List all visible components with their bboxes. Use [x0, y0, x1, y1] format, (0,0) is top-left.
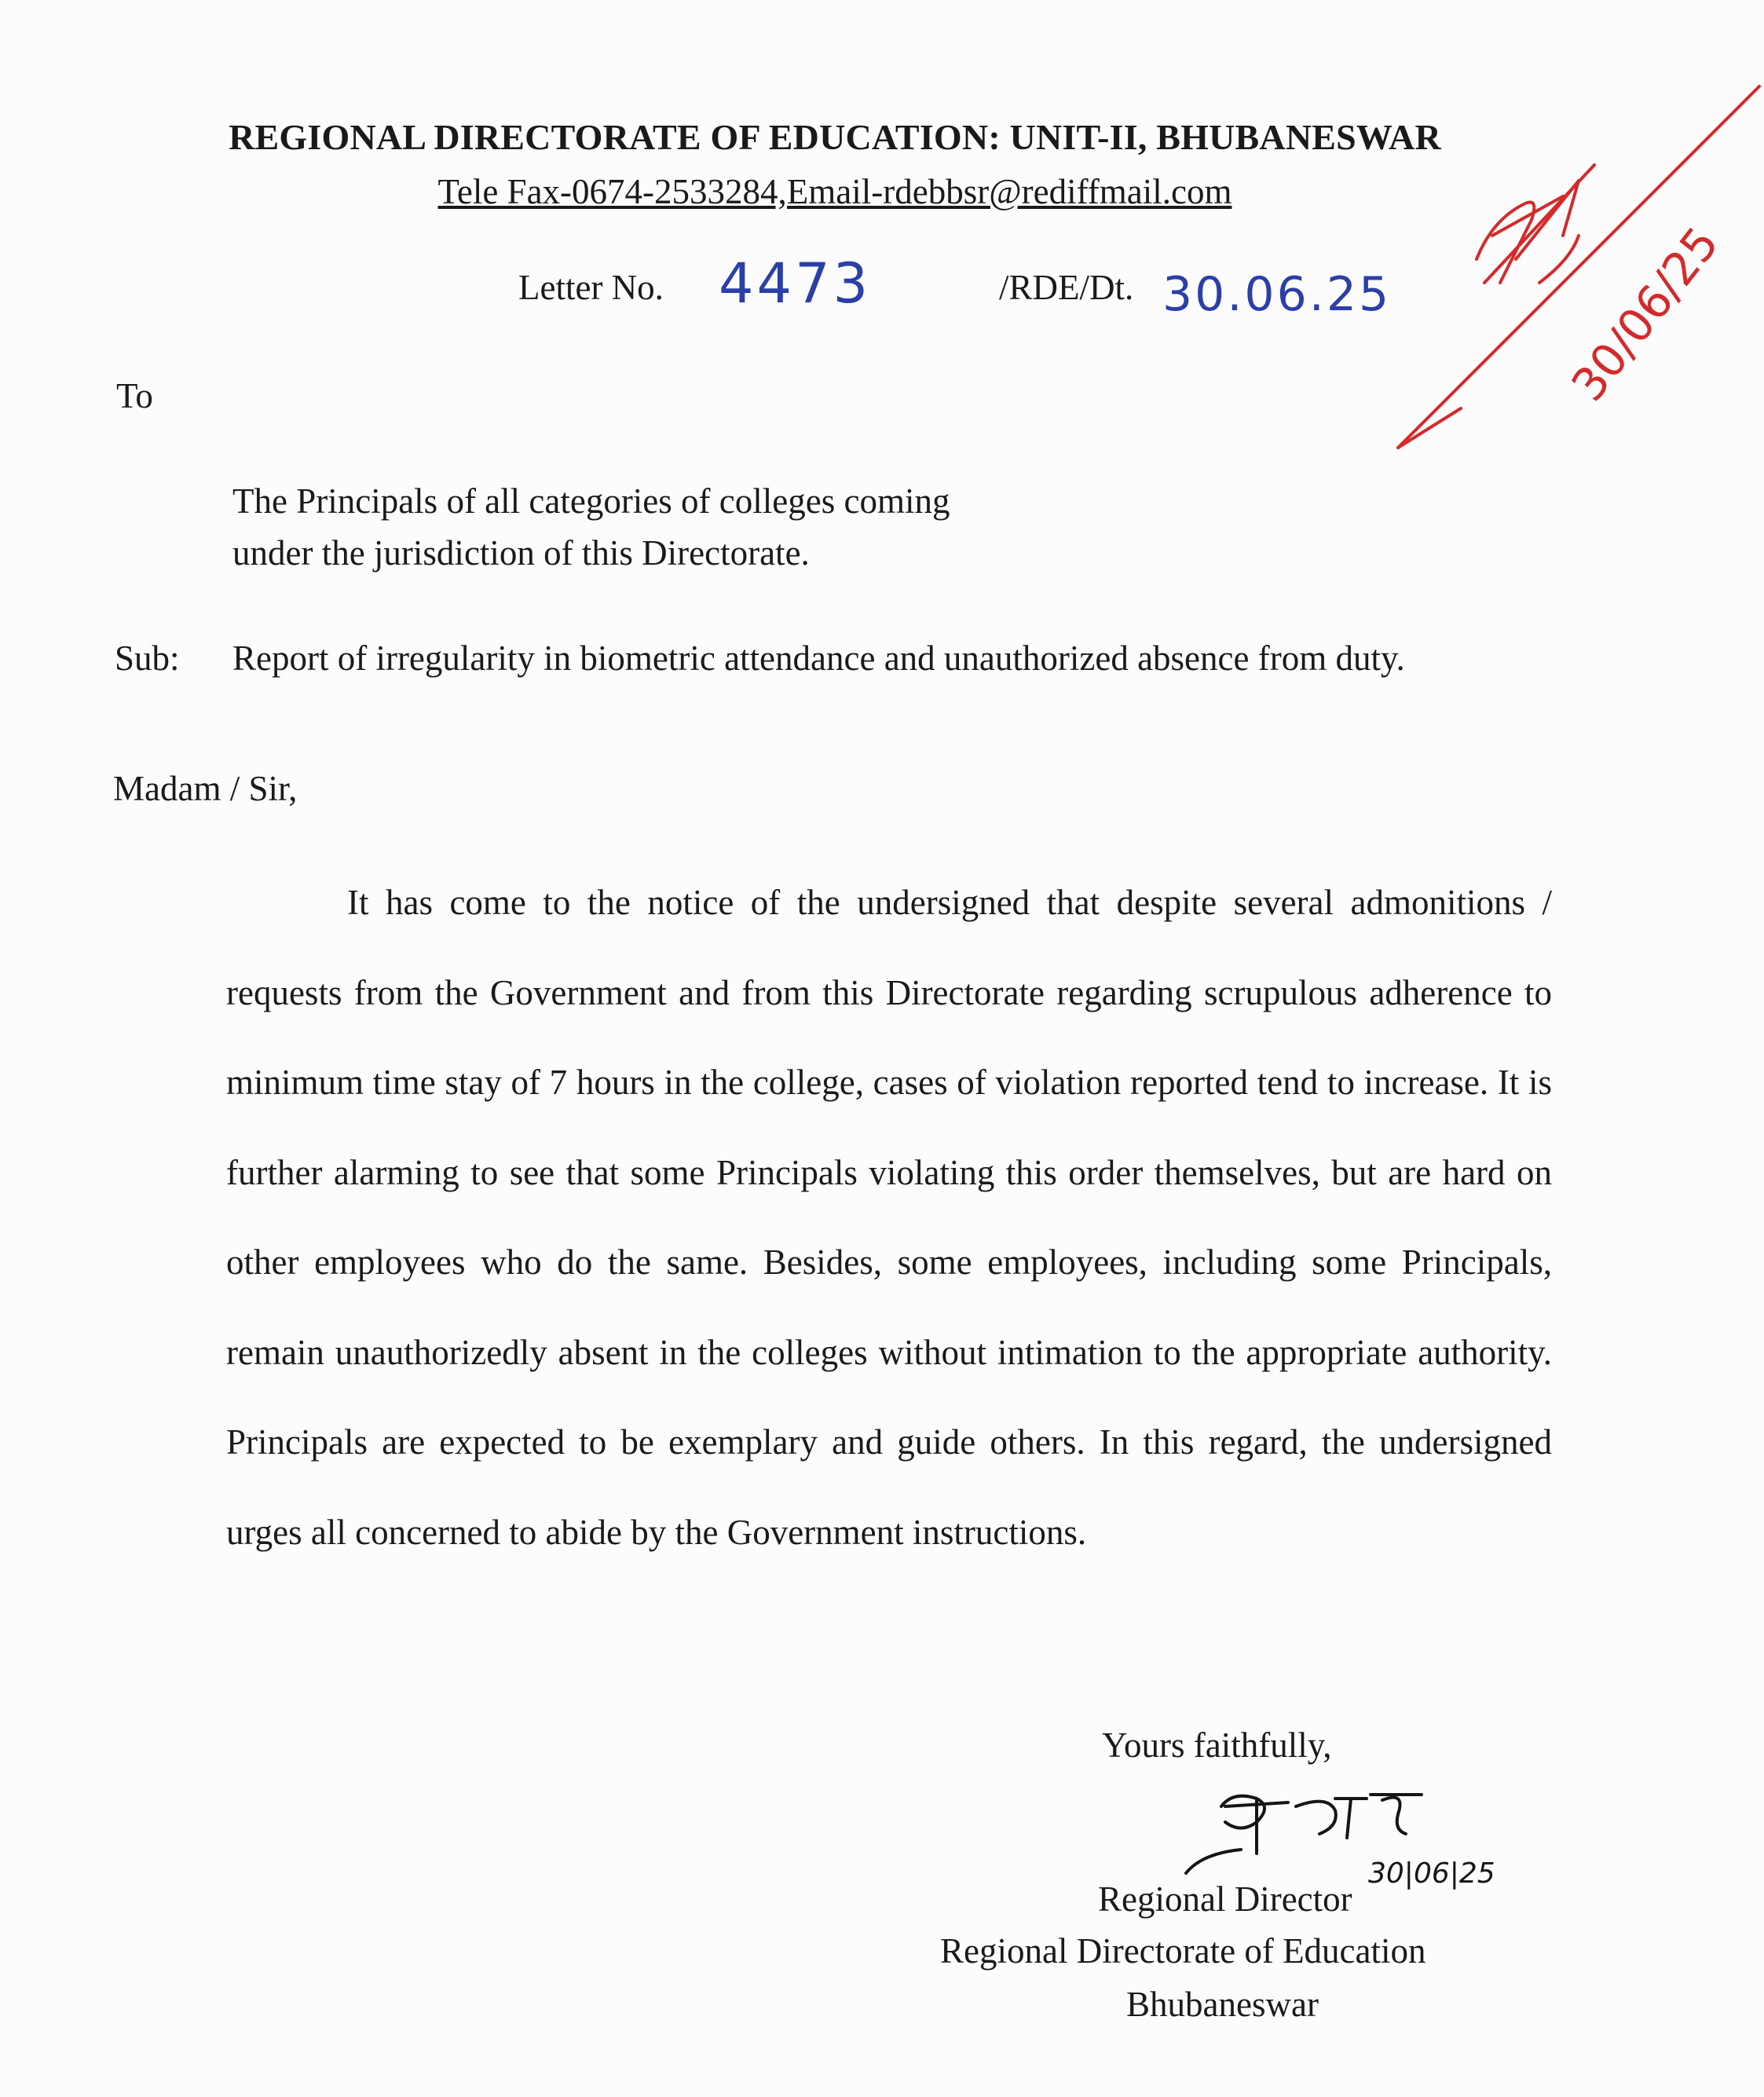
office-title: REGIONAL DIRECTORATE OF EDUCATION: UNIT-II, BHUBANESWAR — [229, 117, 1441, 157]
signatory-city: Bhubaneswar — [1126, 1985, 1319, 2024]
subject-text: Report of irregularity in biometric attendance and unauthorized absence from duty. — [232, 639, 1405, 678]
body-paragraph: It has come to the notice of the undersigned that despite several admonitions / requests from the Government and from this Directorate regarding scrupulous adherence to minimum time stay of 7 hours in the college, cases of violation reported tend to increase. It is further alarming to see that some Principals violating this order themselves, but are hard on other employees who do the same. Besides, some employees, including some Principals, remain unauthorizedly absent in the colleges without intimation to the appropriate authority. Principals are expected to be exemplary and guide others. In this regard, the undersigned urges all concerned to abide by the Government instructions. — [226, 883, 1552, 1552]
signatory-office: Regional Directorate of Education — [940, 1931, 1426, 1971]
office-contact: Tele Fax-0674-2533284,Email-rdebbsr@rediffmail.com — [437, 172, 1232, 211]
signature-date-text: 30|06|25 — [1368, 1857, 1495, 1890]
signatory-designation: Regional Director — [1098, 1879, 1352, 1919]
salutation: Madam / Sir, — [113, 769, 298, 808]
stamp-date-text: 30/06/25 — [1561, 217, 1729, 412]
to-label: To — [116, 376, 153, 415]
addressee-line-1: The Principals of all categories of colleges coming — [232, 481, 950, 521]
letter-number-label: Letter No. — [518, 268, 664, 307]
closing-text: Yours faithfully, — [1102, 1726, 1332, 1765]
letter-date-handwritten: 30.06.25 — [1162, 267, 1392, 322]
addressee-line-2: under the jurisdiction of this Directorate. — [232, 533, 810, 573]
letter-ref-label: /RDE/Dt. — [999, 268, 1134, 307]
letter-number-handwritten: 4473 — [719, 251, 872, 316]
subject-label: Sub: — [115, 639, 180, 678]
